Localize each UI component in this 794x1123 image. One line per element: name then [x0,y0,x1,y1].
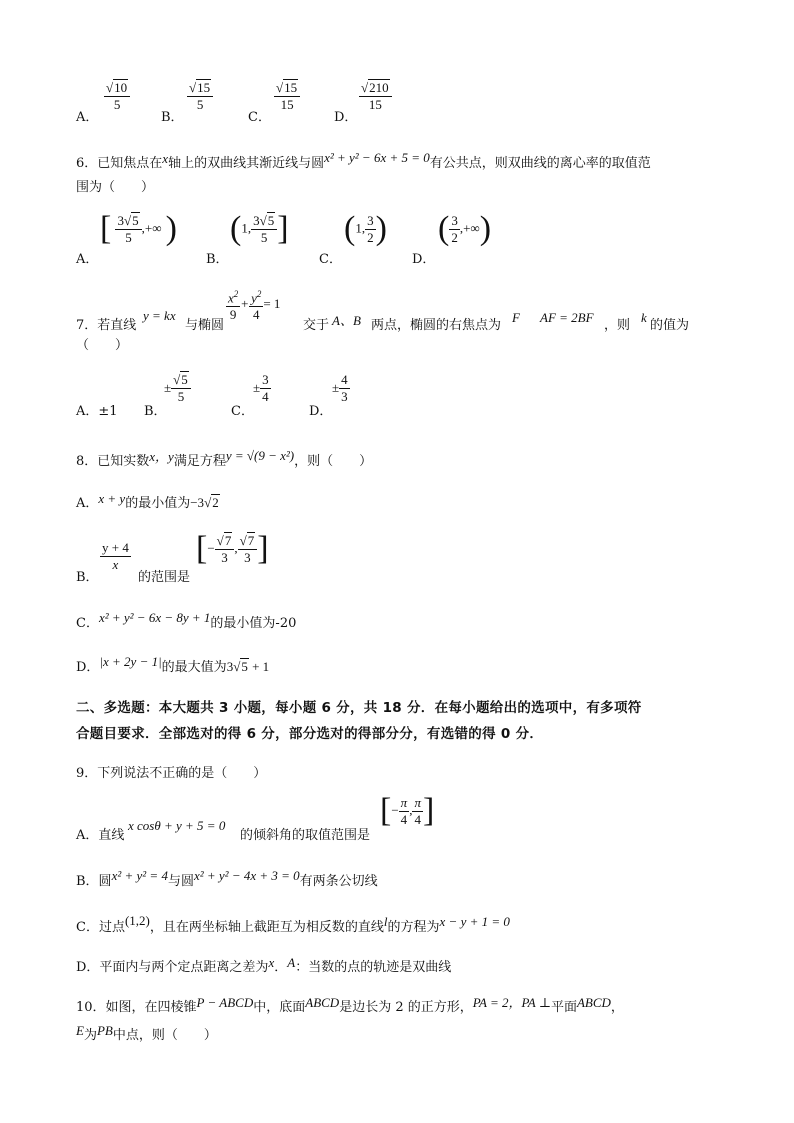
q9-option-d: D．平面内与两个定点距离之差为x．A：当数的点的轨迹是双曲线 [76,955,452,975]
q9-option-b: B．圆x² + y² = 4与圆x² + y² − 4x + 3 = 0有两条公切线 [76,868,378,889]
q8-option-a: A．x + y的最小值为−3√2 [76,491,219,511]
q10-stem-line1: 10．如图，在四棱锥P − ABCD中，底面ABCD是边长为 2 的正方形，PA = 2，PA ⊥平面ABCD， [76,995,624,1015]
q7-stem-line1: 7．若直线 y = kx 与椭圆 $\frac{x^2}{9}$ + $\frac{y^2}{4}$ = 1 交于 A、B 两点，椭圆的右焦点为 F AF = 2BF ，则 k 的值为 [76,286,716,326]
q5-option-c: C． [248,110,271,125]
q5-option-a: A． [76,110,99,125]
q5-option-b-value: $\frac{√15}{5}$ [187,80,213,113]
q9-option-c: C．过点(1,2)，且在两坐标轴上截距互为相反数的直线l的方程为x − y + 1 = 0 [76,913,510,935]
q8-option-d: D．|x + 2y − 1|的最大值为3√5 + 1 [76,654,270,675]
q9-option-a: A．直线 x cosθ + y + 5 = 0 的倾斜角的取值范围是 [− $\frac{\pi}{4}$ , $\frac{\pi}{4}$ ] [76,792,435,843]
section2-heading-line1: 二、多选题：本大题共 3 小题，每小题 6 分，共 18 分．在每小题给出的选项中，有多项符 [76,700,642,716]
q5-option-b: B． [161,110,184,125]
q8-option-b: B． $\frac{y + 4}{x}$ 的范围是 [− $\frac{√7}{3}$ , $\frac{√7}{3}$ ] [76,530,269,585]
q7-paren: （ ） [76,338,129,353]
q8-stem: 8．已知实数x，y满足方程y = √(9 − x²)，则（ ） [76,448,373,469]
q6-options: A． [ $\frac{3√5}{5}$ ,+∞ ) B． (1, $\frac{3√5}{5}$ ] C． (1, $\frac{3}{2}$ ) D． ( $\frac{3}{2}$ ,+∞) [76,210,492,267]
q5-option-c-value: $\frac{√15}{15}$ [274,80,300,113]
q10-stem-line2: E为PB中点，则（ ） [76,1023,217,1043]
q9-stem: 9．下列说法不正确的是（ ） [76,766,267,781]
q8-option-c: C．x² + y² − 6x − 8y + 1的最小值为-20 [76,610,297,631]
q7-options: A．±1 B． ± $\frac{√5}{5}$ C． ± $\frac{3}{4}$ D． ± $\frac{4}{3}$ [76,372,348,419]
q5-option-a-value: $\frac{√10}{5}$ [104,80,130,113]
q6-stem-line2: 围为（ ） [76,180,155,195]
section2-heading-line2: 合题目要求．全部选对的得 6 分，部分选对的得部分分，有选错的得 0 分． [76,726,544,742]
q6-stem-line1: 6．已知焦点在x轴上的双曲线其渐近线与圆x² + y² − 6x + 5 = 0有公共点，则双曲线的离心率的取值范 [76,150,651,171]
q5-option-d-value: $\frac{√210}{15}$ [359,80,392,113]
q5-option-d: D． [334,110,358,125]
